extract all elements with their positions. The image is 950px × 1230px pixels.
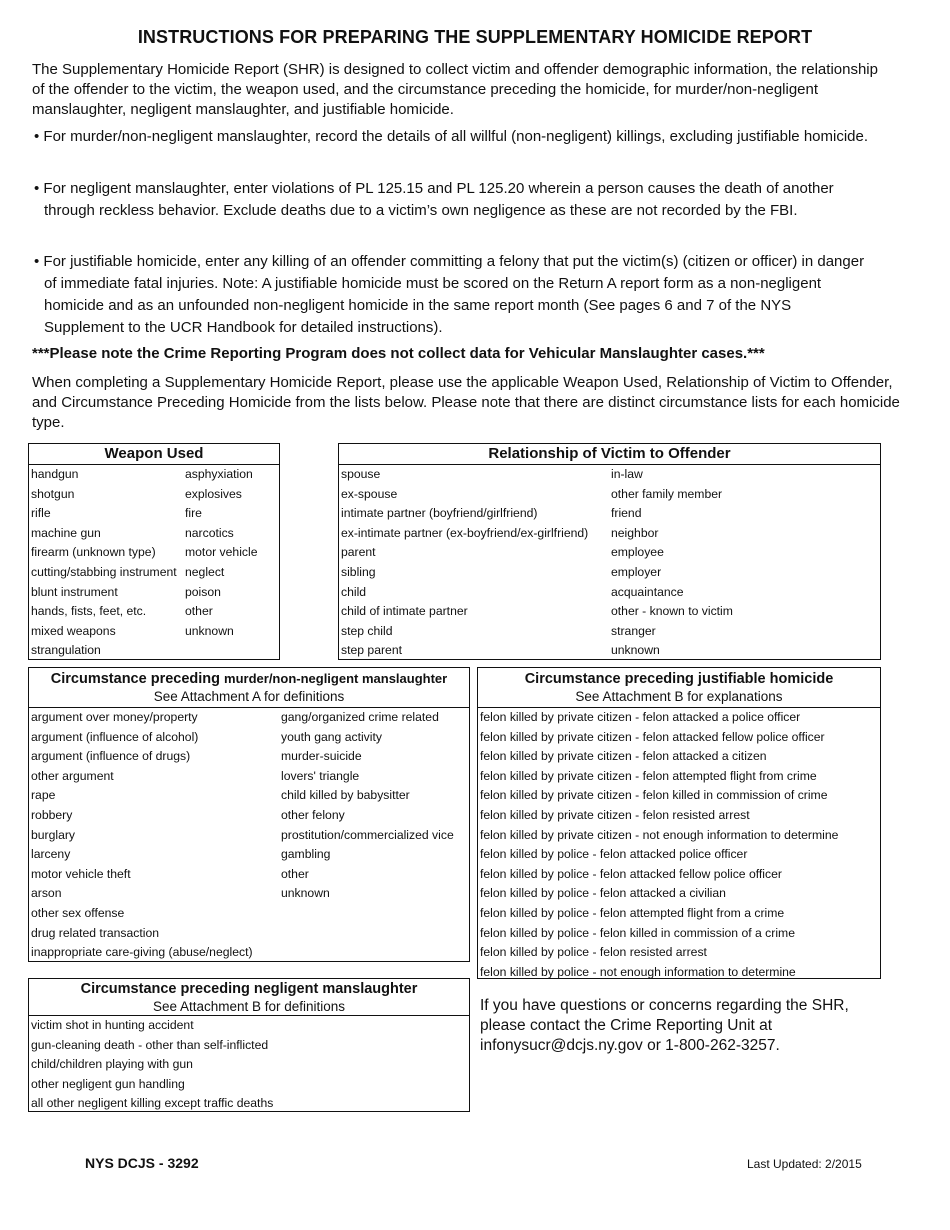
negligent-circumstance-item-text: other negligent gun handling	[31, 1076, 185, 1091]
vehicular-note: ***Please note the Crime Reporting Program does not collect data for Vehicular Manslaughter cases.***	[32, 345, 765, 362]
murder-circumstance-item-col-2: prostitution/commercialized vice	[281, 827, 454, 842]
negligent-circumstance-item	[29, 1094, 469, 1114]
justifiable-subheading: See Attachment B for explanations	[575, 689, 783, 704]
bullet-negligent: • For negligent manslaughter, enter violations of PL 125.15 and PL 125.20 wherein a person causes the death of another through reckless behavior. Exclude deaths due to a victim’s own negligence as these are not recorded by the FBI.	[34, 180, 834, 219]
murder-circumstance-item-col-1: robbery	[31, 807, 73, 822]
weapon-item-col-1: shotgun	[31, 486, 75, 501]
weapon-item	[29, 504, 279, 524]
justifiable-circumstance-item	[478, 747, 880, 767]
weapon-item-col-2: fire	[185, 506, 202, 521]
relationship-heading: Relationship of Victim to Offender	[339, 444, 880, 465]
completion-paragraph: When completing a Supplementary Homicide Report, please use the applicable Weapon Used, Relationship of Victim to Offender, and Circumstance Preceding Homicide from the lists below. Please note that there are distinct circumstance lists for each homicide type.	[32, 374, 900, 431]
justifiable-circumstance-item-text: felon killed by private citizen - felon attempted flight from crime	[480, 768, 817, 783]
relationship-item-col-2: other family member	[611, 486, 723, 501]
justifiable-circumstance-item-text: felon killed by private citizen - felon attacked fellow police officer	[480, 729, 825, 744]
murder-circumstance-item-col-1: arson	[31, 886, 62, 901]
negligent-list	[29, 1016, 469, 1114]
justifiable-heading: Circumstance preceding justifiable homicide	[524, 671, 834, 687]
justifiable-circumstance-item-text: felon killed by police - felon attacked police officer	[480, 847, 748, 862]
justifiable-circumstance-item	[478, 728, 880, 748]
relationship-item-col-2: unknown	[611, 643, 660, 658]
relationship-item-col-1: parent	[341, 545, 376, 560]
weapon-item-col-1: hands, fists, feet, etc.	[31, 604, 147, 619]
murder-circumstance-item-col-2: youth gang activity	[281, 729, 382, 744]
relationship-item-col-1: ex-spouse	[341, 486, 398, 501]
murder-circumstance-item	[29, 845, 469, 865]
justifiable-circumstance-item-text: felon killed by police - not enough information to determine	[480, 964, 796, 979]
weapon-item	[29, 602, 279, 622]
weapon-item-col-2: motor vehicle	[185, 545, 258, 560]
weapon-item-col-1: machine gun	[31, 525, 101, 540]
murder-circumstance-item-col-2: other felony	[281, 807, 345, 822]
weapon-item	[29, 641, 279, 661]
last-updated: Last Updated: 2/2015	[747, 1157, 862, 1171]
justifiable-circumstance-item	[478, 806, 880, 826]
relationship-item-col-1: intimate partner (boyfriend/girlfriend)	[341, 506, 538, 521]
justifiable-circumstance-item	[478, 963, 880, 983]
relationship-item-col-1: child	[341, 584, 367, 599]
weapon-item	[29, 465, 279, 485]
justifiable-circumstance-item-text: felon killed by private citizen - felon attacked a police officer	[480, 710, 801, 724]
justifiable-circumstance-item-text: felon killed by police - felon killed in commission of a crime	[480, 925, 795, 940]
contact-info: If you have questions or concerns regarding the SHR, please contact the Crime Reporting Unit at infonysucr@dcjs.ny.gov or 1-800-262-3257.	[480, 997, 849, 1054]
relationship-item	[339, 504, 880, 524]
murder-circumstance-item-col-2: unknown	[281, 886, 330, 901]
justifiable-circumstance-box	[477, 667, 881, 979]
negligent-circumstance-item	[29, 1036, 469, 1056]
relationship-item	[339, 602, 880, 622]
relationship-item	[339, 583, 880, 603]
negligent-subheading: See Attachment B for definitions	[152, 999, 346, 1014]
weapon-item-col-2: poison	[185, 584, 221, 599]
murder-heading-block	[29, 668, 469, 708]
justifiable-circumstance-item-text: felon killed by police - felon attacked fellow police officer	[480, 866, 782, 881]
justifiable-circumstance-item	[478, 924, 880, 944]
murder-heading: Circumstance preceding murder/non-negligent manslaughter	[50, 671, 448, 687]
weapon-used-heading: Weapon Used	[29, 444, 279, 465]
murder-circumstance-item-col-1: rape	[31, 788, 56, 803]
relationship-item-col-2: employee	[611, 545, 664, 560]
murder-circumstance-item-col-1: motor vehicle theft	[31, 866, 131, 881]
justifiable-circumstance-item	[478, 943, 880, 963]
relationship-item	[339, 543, 880, 563]
weapon-item-col-1: blunt instrument	[31, 584, 118, 599]
justifiable-circumstance-item	[478, 865, 880, 885]
negligent-circumstance-item-text: victim shot in hunting accident	[31, 1018, 194, 1032]
negligent-heading-block	[29, 979, 469, 1016]
murder-circumstance-item-col-1: larceny	[31, 847, 71, 862]
negligent-circumstance-item-text: child/children playing with gun	[31, 1057, 193, 1072]
relationship-item	[339, 485, 880, 505]
relationship-item	[339, 563, 880, 583]
murder-circumstance-item-col-1: other sex offense	[31, 905, 125, 920]
relationship-item-col-1: ex-intimate partner (ex-boyfriend/ex-girlfriend)	[341, 525, 589, 540]
weapon-item-col-2: narcotics	[185, 525, 234, 540]
relationship-list	[339, 465, 880, 661]
weapon-item	[29, 563, 279, 583]
weapon-item	[29, 622, 279, 642]
relationship-item	[339, 641, 880, 661]
negligent-circumstance-box	[28, 978, 470, 1112]
negligent-circumstance-item-text: all other negligent killing except traffic deaths	[31, 1096, 274, 1111]
justifiable-circumstance-item	[478, 786, 880, 806]
negligent-circumstance-item	[29, 1075, 469, 1095]
murder-circumstance-item	[29, 943, 469, 963]
weapon-item-col-2: explosives	[185, 486, 242, 501]
murder-circumstance-box	[28, 667, 470, 962]
murder-circumstance-item-col-2: murder-suicide	[281, 749, 362, 764]
weapon-item-col-1: strangulation	[31, 643, 101, 658]
negligent-circumstance-item-text: gun-cleaning death - other than self-inflicted	[31, 1037, 269, 1052]
relationship-item-col-1: sibling	[341, 564, 376, 579]
justifiable-circumstance-item	[478, 904, 880, 924]
weapon-item-col-1: mixed weapons	[31, 623, 116, 638]
weapon-item-col-2: asphyxiation	[185, 467, 253, 481]
weapon-used-box	[28, 443, 280, 660]
weapon-item	[29, 524, 279, 544]
relationship-item-col-2: employer	[611, 564, 662, 579]
relationship-item-col-2: friend	[611, 506, 642, 521]
negligent-circumstance-item	[29, 1055, 469, 1075]
weapon-item-col-2: unknown	[185, 623, 234, 638]
murder-circumstance-item-col-2: gang/organized crime related	[281, 710, 439, 724]
negligent-circumstance-item	[29, 1016, 469, 1036]
weapon-item-col-1: firearm (unknown type)	[31, 545, 156, 560]
murder-circumstance-item-col-1: burglary	[31, 827, 76, 842]
weapon-item	[29, 485, 279, 505]
justifiable-circumstance-item	[478, 826, 880, 846]
murder-circumstance-item-col-2: other	[281, 866, 309, 881]
relationship-item	[339, 524, 880, 544]
weapon-item-col-1: cutting/stabbing instrument	[31, 564, 177, 579]
relationship-item-col-2: stranger	[611, 623, 656, 638]
justifiable-circumstance-item-text: felon killed by private citizen - felon killed in commission of crime	[480, 788, 828, 803]
relationship-box	[338, 443, 881, 660]
weapon-item-col-1: handgun	[31, 467, 79, 481]
justifiable-circumstance-item-text: felon killed by police - felon attacked a civilian	[480, 886, 726, 901]
weapon-item-col-2: other	[185, 604, 213, 619]
relationship-item-col-2: other - known to victim	[611, 604, 733, 619]
relationship-item	[339, 465, 880, 485]
page-title: INSTRUCTIONS FOR PREPARING THE SUPPLEMENTARY HOMICIDE REPORT	[137, 27, 813, 47]
murder-circumstance-item	[29, 728, 469, 748]
murder-circumstance-item-col-1: other argument	[31, 768, 114, 783]
murder-circumstance-item-col-1: argument (influence of drugs)	[31, 749, 191, 764]
weapon-item-col-1: rifle	[31, 506, 51, 521]
relationship-item-col-1: spouse	[341, 467, 381, 481]
relationship-item-col-2: in-law	[611, 467, 643, 481]
intro-paragraph: The Supplementary Homicide Report (SHR) is designed to collect victim and offender demographic information, the relationship of the offender to the victim, the weapon used, and the circumstance preceding the homicide, for murder/non-negligent manslaughter, negligent manslaughter, and justifiable homicide.	[32, 61, 878, 118]
murder-circumstance-item	[29, 904, 469, 924]
bullet-murder: • For murder/non-negligent manslaughter, record the details of all willful (non-negligent) killings, excluding justifiable homicide.	[34, 128, 869, 145]
relationship-item-col-1: step parent	[341, 643, 402, 658]
murder-circumstance-item-col-2: lovers' triangle	[281, 768, 360, 783]
justifiable-circumstance-item-text: felon killed by police - felon resisted arrest	[480, 945, 707, 960]
negligent-heading: Circumstance preceding negligent manslaughter	[80, 981, 418, 997]
murder-circumstance-item-col-1: inappropriate care-giving (abuse/neglect)	[31, 945, 253, 960]
justifiable-circumstance-item-text: felon killed by police - felon attempted flight from a crime	[480, 905, 785, 920]
murder-circumstance-item-col-1: argument over money/property	[31, 710, 198, 724]
relationship-item-col-2: neighbor	[611, 525, 659, 540]
murder-circumstance-item	[29, 786, 469, 806]
justifiable-circumstance-item	[478, 845, 880, 865]
justifiable-circumstance-item-text: felon killed by private citizen - not enough information to determine	[480, 827, 839, 842]
murder-list	[29, 708, 469, 963]
justifiable-circumstance-item	[478, 767, 880, 787]
justifiable-circumstance-item-text: felon killed by private citizen - felon resisted arrest	[480, 807, 750, 822]
bullet-justifiable: • For justifiable homicide, enter any killing of an offender committing a felony that put the victim(s) (citizen or officer) in danger of immediate fatal injuries. Note: A justifiable homicide must be scored on the Return A report form as a non-negligent homicide and as an unfounded non-negligent homicide in the same report month (See pages 6 and 7 of the NYS Supplement to the UCR Handbook for detailed instructions).	[34, 253, 865, 336]
murder-circumstance-item-col-1: argument (influence of alcohol)	[31, 729, 199, 744]
weapon-item	[29, 583, 279, 603]
murder-circumstance-item	[29, 865, 469, 885]
form-number: NYS DCJS - 3292	[85, 1155, 199, 1171]
weapon-item-col-2: neglect	[185, 564, 225, 579]
justifiable-circumstance-item	[478, 708, 880, 728]
relationship-item-col-2: acquaintance	[611, 584, 684, 599]
murder-circumstance-item	[29, 924, 469, 944]
murder-circumstance-item	[29, 767, 469, 787]
justifiable-heading-block	[478, 668, 880, 708]
murder-circumstance-item-col-1: drug related transaction	[31, 925, 160, 940]
murder-circumstance-item	[29, 806, 469, 826]
relationship-item-col-1: child of intimate partner	[341, 604, 468, 619]
murder-circumstance-item	[29, 826, 469, 846]
murder-circumstance-item	[29, 708, 469, 728]
murder-circumstance-item-col-2: child killed by babysitter	[281, 788, 410, 803]
justifiable-list	[478, 708, 880, 982]
justifiable-circumstance-item	[478, 884, 880, 904]
murder-circumstance-item	[29, 747, 469, 767]
relationship-item-col-1: step child	[341, 623, 393, 638]
murder-subheading: See Attachment A for definitions	[153, 689, 345, 704]
weapon-item	[29, 543, 279, 563]
murder-circumstance-item-col-2: gambling	[281, 847, 331, 862]
relationship-item	[339, 622, 880, 642]
justifiable-circumstance-item-text: felon killed by private citizen - felon attacked a citizen	[480, 749, 767, 764]
weapon-list	[29, 465, 279, 661]
murder-circumstance-item	[29, 884, 469, 904]
